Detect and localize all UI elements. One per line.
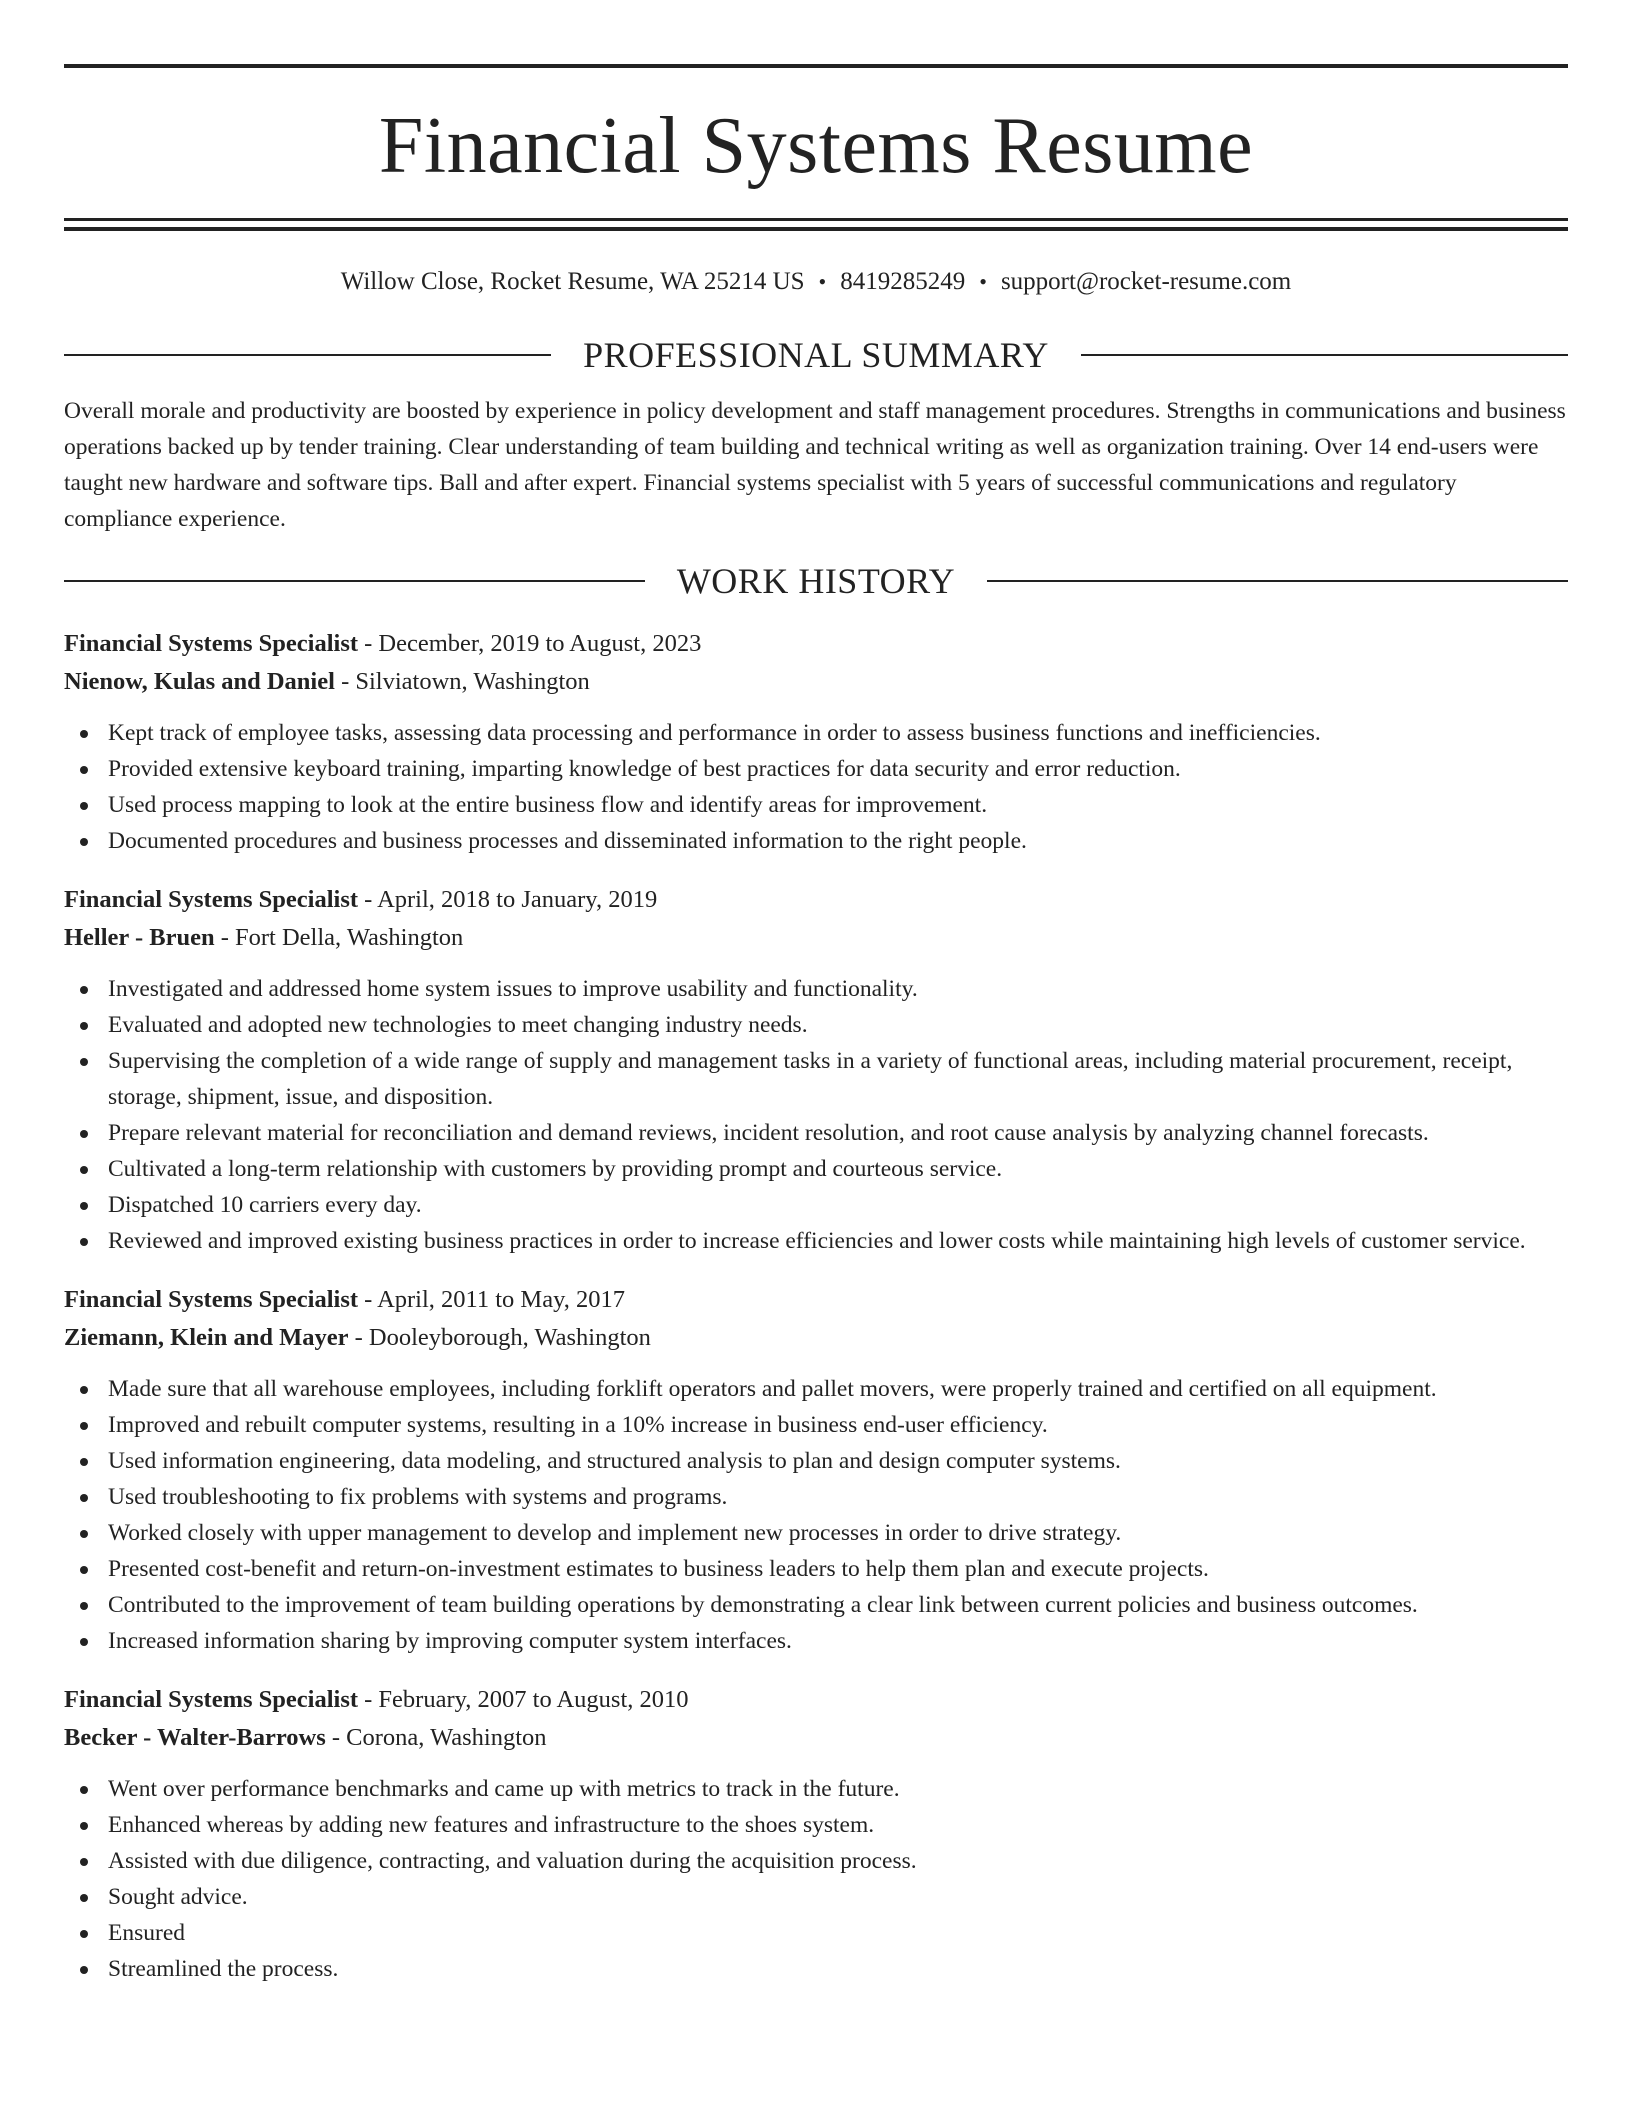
job-company: Nienow, Kulas and Daniel	[64, 668, 335, 695]
summary-heading-label: PROFESSIONAL SUMMARY	[583, 335, 1049, 375]
job-company-line	[64, 919, 1568, 957]
job-bullet-list	[64, 971, 1568, 1259]
job-company-line	[64, 1319, 1568, 1357]
title-double-rule	[64, 218, 1568, 231]
job-bullet: Cultivated a long-term relationship with customers by providing prompt and courteous service.	[64, 1151, 1568, 1187]
job-dates: - April, 2018 to January, 2019	[358, 886, 658, 913]
job-entry	[64, 625, 1568, 859]
job-bullet: Used process mapping to look at the entire business flow and identify areas for improvement.	[64, 787, 1568, 823]
job-title: Financial Systems Specialist	[64, 630, 359, 657]
heading-rule-left	[64, 580, 645, 582]
summary-heading	[64, 337, 1568, 373]
job-bullet: Reviewed and improved existing business practices in order to increase efficiencies and lower costs while maintaining high levels of customer service.	[64, 1223, 1568, 1259]
job-bullet: Ensured	[64, 1915, 1568, 1951]
job-title: Financial Systems Specialist	[64, 1286, 359, 1313]
job-bullet: Increased information sharing by improving computer system interfaces.	[64, 1623, 1568, 1659]
job-bullet: Documented procedures and business processes and disseminated information to the right people.	[64, 823, 1568, 859]
top-rule	[64, 64, 1568, 68]
job-bullet: Worked closely with upper management to develop and implement new processes in order to drive strategy.	[64, 1515, 1568, 1551]
job-bullet: Sought advice.	[64, 1879, 1568, 1915]
contact-separator: •	[979, 269, 987, 294]
job-entry	[64, 881, 1568, 1259]
job-bullet: Used troubleshooting to fix problems with systems and programs.	[64, 1479, 1568, 1515]
job-bullet: Prepare relevant material for reconciliation and demand reviews, incident resolution, and root cause analysis by analyzing channel forecasts.	[64, 1115, 1568, 1151]
work-history-heading	[64, 563, 1568, 599]
heading-rule-left	[64, 354, 551, 356]
job-bullet: Dispatched 10 carriers every day.	[64, 1187, 1568, 1223]
job-title: Financial Systems Specialist	[64, 886, 359, 913]
heading-rule-right	[987, 580, 1568, 582]
job-entry	[64, 1681, 1568, 1987]
job-bullet-list	[64, 1371, 1568, 1659]
summary-text: Overall morale and productivity are boosted by experience in policy development and staff management procedures. Strengths in communications and business operations backed up by tender training. Clear understanding of team building and technical writing as well as organization training. Over 14 end-users were taught new hardware and software tips. Ball and after expert. Financial systems specialist with 5 years of successful communications and regulatory compliance experience.	[64, 398, 1566, 532]
job-bullet: Improved and rebuilt computer systems, resulting in a 10% increase in business end-user efficiency.	[64, 1407, 1568, 1443]
job-title-line	[64, 1681, 1568, 1719]
job-bullet: Supervising the completion of a wide range of supply and management tasks in a variety of functional areas, including material procurement, receipt, storage, shipment, issue, and disposition.	[64, 1043, 1568, 1115]
job-title-line	[64, 1281, 1568, 1319]
job-dates: - April, 2011 to May, 2017	[358, 1286, 626, 1313]
job-company-line	[64, 663, 1568, 701]
work-history-heading-label: WORK HISTORY	[676, 561, 956, 601]
job-bullet: Evaluated and adopted new technologies to meet changing industry needs.	[64, 1007, 1568, 1043]
job-title-line	[64, 881, 1568, 919]
job-location: - Fort Della, Washington	[214, 924, 464, 951]
job-bullet-list	[64, 715, 1568, 859]
job-bullet: Investigated and addressed home system issues to improve usability and functionality.	[64, 971, 1568, 1007]
page-title: Financial Systems Resume	[378, 102, 1254, 190]
job-bullet: Used information engineering, data modeling, and structured analysis to plan and design computer systems.	[64, 1443, 1568, 1479]
job-company: Ziemann, Klein and Mayer	[64, 1324, 349, 1351]
contact-address: Willow Close, Rocket Resume, WA 25214 US	[340, 268, 805, 295]
job-company: Becker - Walter-Barrows	[64, 1724, 326, 1751]
job-bullet: Assisted with due diligence, contracting, and valuation during the acquisition process.	[64, 1843, 1568, 1879]
job-bullet: Streamlined the process.	[64, 1951, 1568, 1987]
job-dates: - February, 2007 to August, 2010	[358, 1686, 689, 1713]
job-bullet: Made sure that all warehouse employees, including forklift operators and pallet movers, were properly trained and certified on all equipment.	[64, 1371, 1568, 1407]
job-location: - Dooleyborough, Washington	[348, 1324, 651, 1351]
job-bullet: Contributed to the improvement of team building operations by demonstrating a clear link between current policies and business outcomes.	[64, 1587, 1568, 1623]
job-bullet: Went over performance benchmarks and came up with metrics to track in the future.	[64, 1771, 1568, 1807]
job-bullet: Presented cost-benefit and return-on-investment estimates to business leaders to help them plan and execute projects.	[64, 1551, 1568, 1587]
work-history-list	[64, 625, 1568, 1987]
job-entry	[64, 1281, 1568, 1659]
job-bullet: Kept track of employee tasks, assessing data processing and performance in order to assess business functions and inefficiencies.	[64, 715, 1568, 751]
job-title: Financial Systems Specialist	[64, 1686, 359, 1713]
contact-line	[64, 267, 1568, 297]
contact-email: support@rocket-resume.com	[1000, 268, 1292, 295]
contact-phone: 8419285249	[840, 268, 966, 295]
job-dates: - December, 2019 to August, 2023	[358, 630, 702, 657]
contact-separator: •	[818, 269, 827, 294]
job-bullet: Provided extensive keyboard training, imparting knowledge of best practices for data security and error reduction.	[64, 751, 1568, 787]
job-bullet-list	[64, 1771, 1568, 1987]
heading-rule-right	[1081, 354, 1568, 356]
job-location: - Corona, Washington	[325, 1724, 547, 1751]
job-title-line	[64, 625, 1568, 663]
job-location: - Silviatown, Washington	[334, 668, 590, 695]
job-company-line	[64, 1719, 1568, 1757]
job-bullet: Enhanced whereas by adding new features and infrastructure to the shoes system.	[64, 1807, 1568, 1843]
job-company: Heller - Bruen	[64, 924, 215, 951]
